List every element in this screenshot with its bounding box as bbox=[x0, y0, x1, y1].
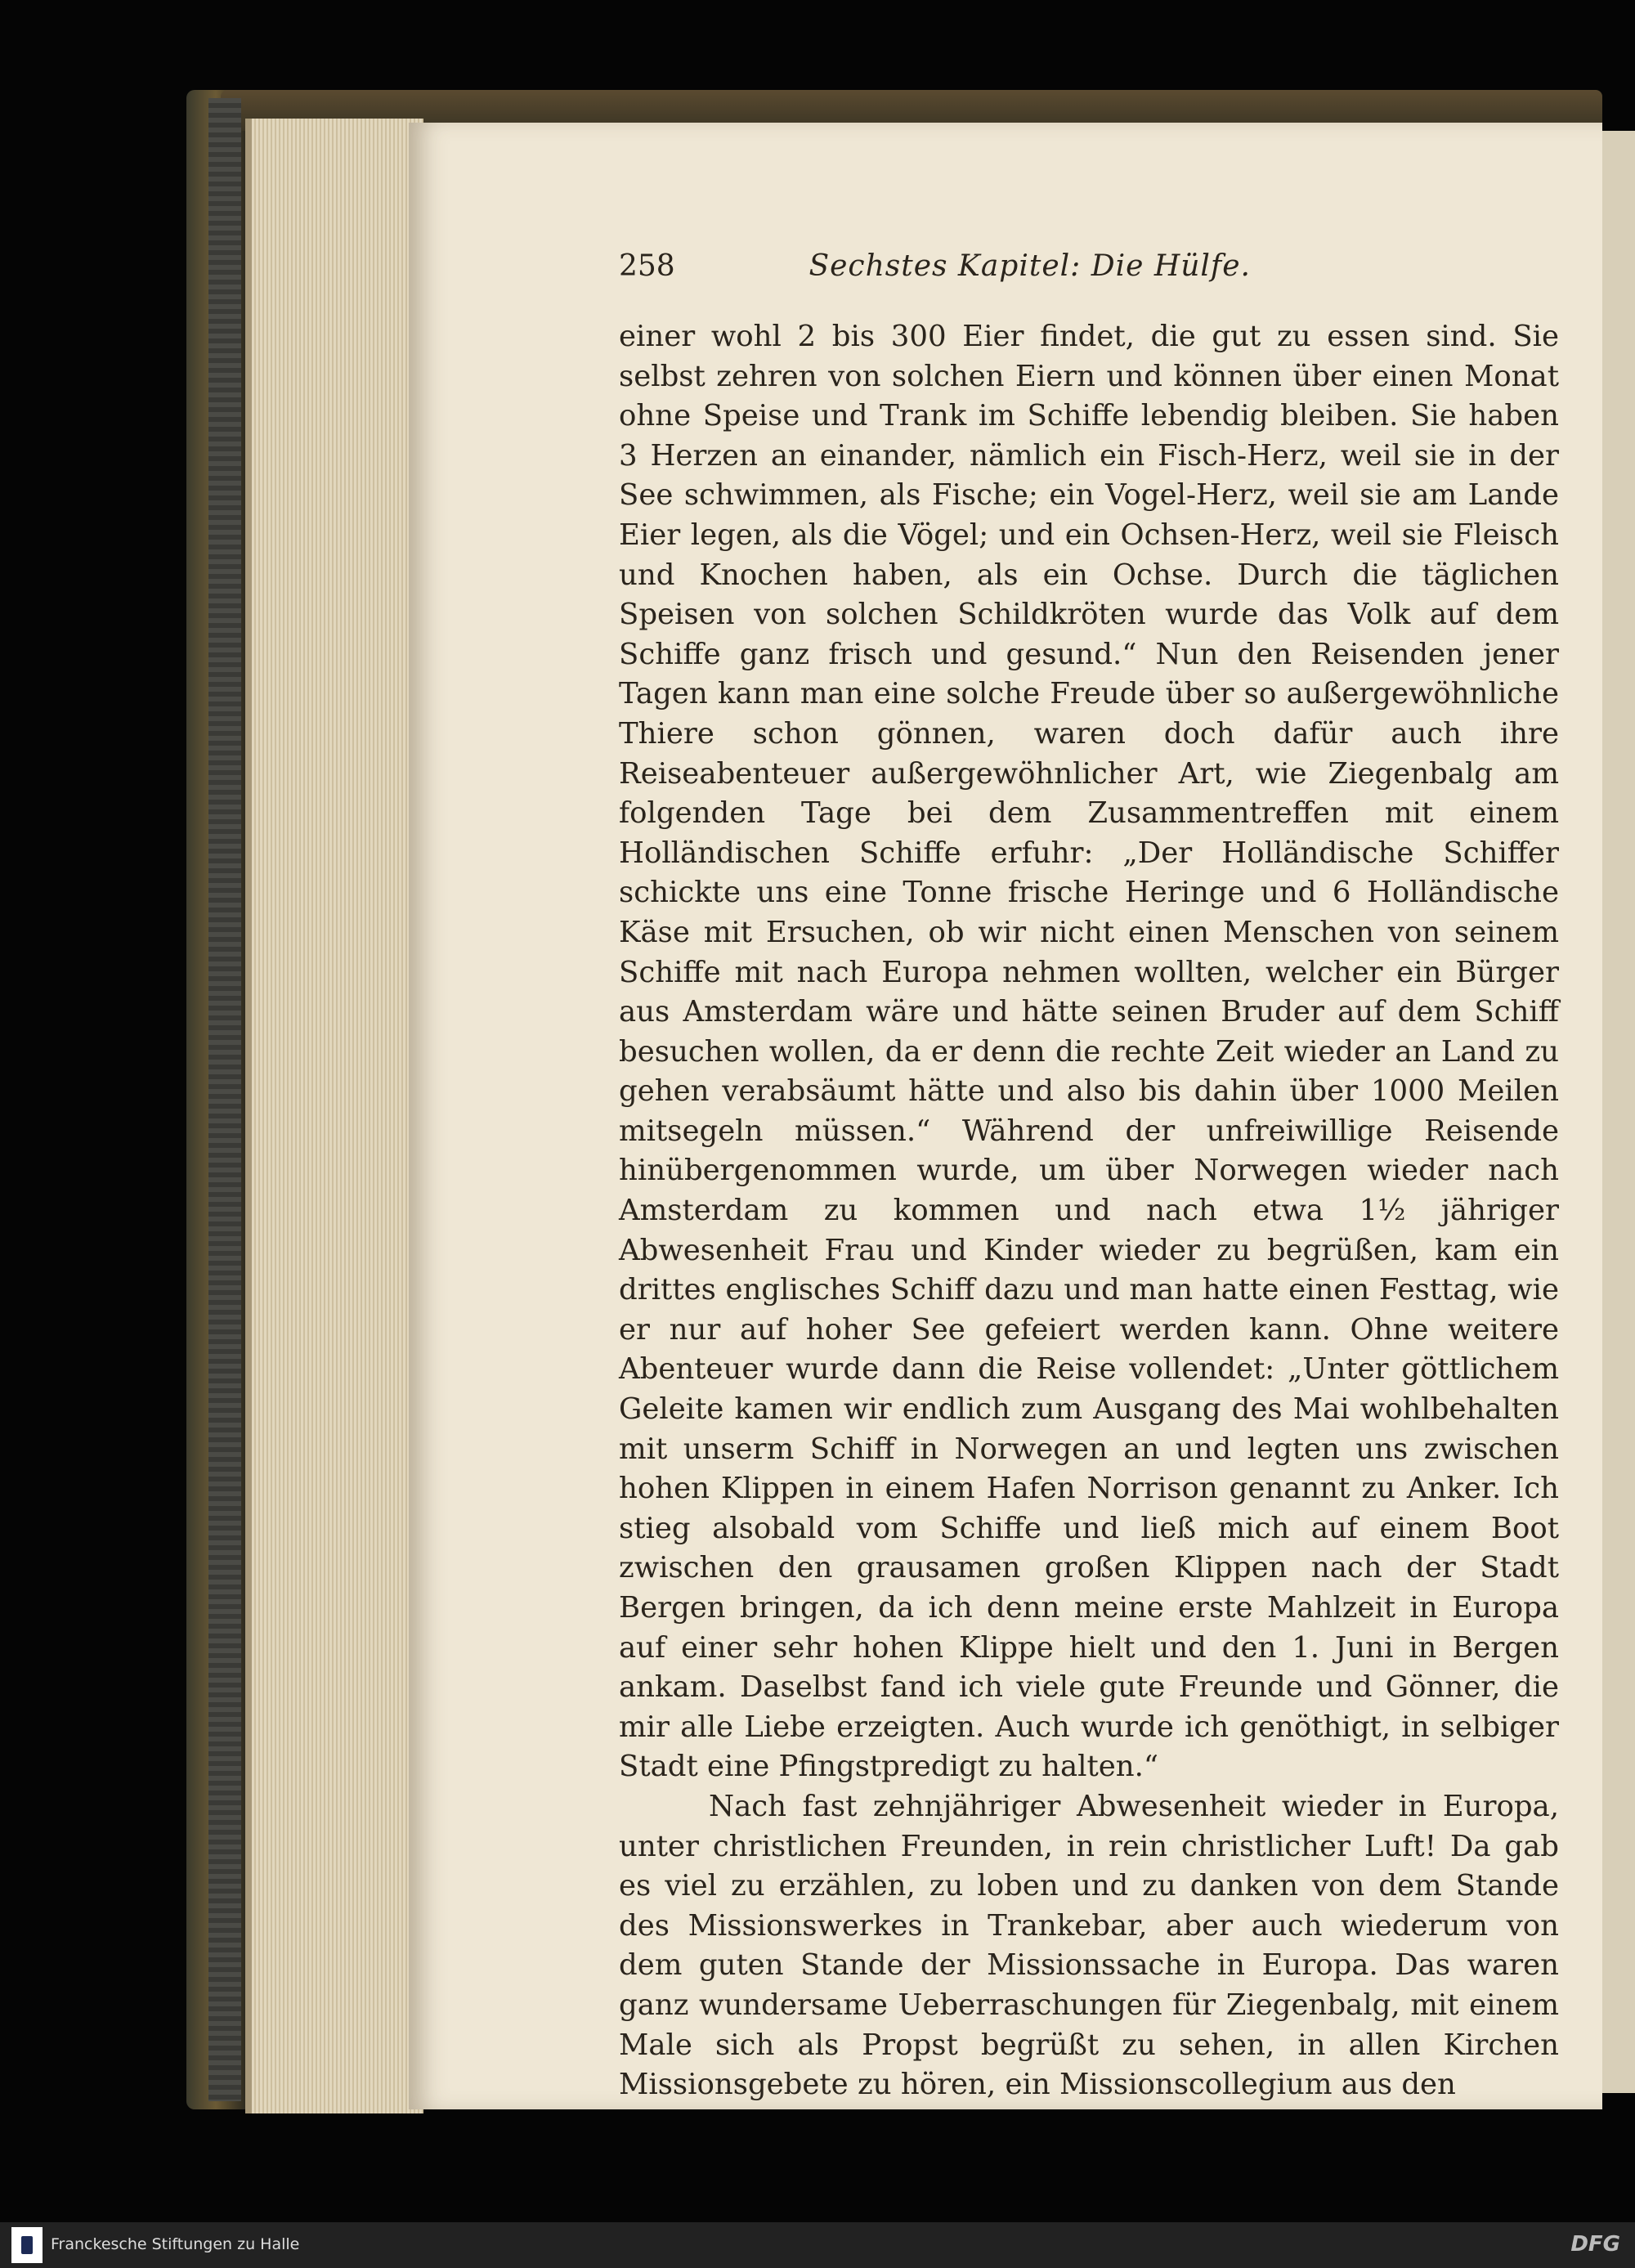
institution-name: Franckesche Stiftungen zu Halle bbox=[51, 2235, 300, 2253]
paragraph: einer wohl 2 bis 300 Eier findet, die gut zu essen sind. Sie selbst zehren von solchen Eiern und können über einen Monat ohne Speise und Trank im Schiffe lebendig bleiben. Sie haben 3 Herzen an einander, nämlich ein Fisch-Herz, weil sie in der See schwimmen, als Fische; ein Vogel-Herz, weil sie am Lande Eier legen, als die Vögel; und ein Ochsen-Herz, weil sie Fleisch und Knochen haben, als ein Ochse. Durch die täglichen Speisen von solchen Schildkröten wurde das Volk auf dem Schiffe ganz frisch und gesund.“ Nun den Reisenden jener Tagen kann man eine solche Freude über so außergewöhnliche Thiere schon gönnen, waren doch dafür auch ihre Reiseabenteuer außergewöhnlicher Art, wie Ziegenbalg am folgenden Tage bei dem Zusammentreffen mit einem Holländischen Schiffe erfuhr: „Der Holländische Schiffer schickte uns eine Tonne frische Heringe und 6 Holländische Käse mit Ersuchen, ob wir nicht einen Menschen von seinem Schiffe mit nach Europa nehmen wollten, welcher ein Bürger aus Amsterdam wäre und hätte seinen Bruder auf dem Schiff besuchen wollen, da er denn die rechte Zeit wieder an Land zu gehen verabsäumt hätte und also bis dahin über 1000 Meilen mitsegeln müssen.“ Während der unfreiwillige Reisende hinübergenommen wurde, um über Norwegen wieder nach Amsterdam zu kommen und nach etwa 1½ jähriger Abwesenheit Frau und Kinder wieder zu begrüßen, kam ein drittes englisches Schiff dazu und man hatte einen Festtag, wie er nur auf hoher See gefeiert werden kann. Ohne weitere Abenteuer wurde dann die Reise vollendet: „Unter göttlichem Geleite kamen wir endlich zum Ausgang des Mai wohlbehalten mit unserm Schiff in Norwegen an und legten uns zwischen hohen Klippen in einem Hafen Norrison genannt zu Anker. Ich stieg alsobald vom Schiffe und ließ mich auf einem Boot zwischen den grausamen großen Klippen nach der Stadt Bergen bringen, da ich denn meine erste Mahlzeit in Europa auf einer sehr hohen Klippe hielt und den 1. Juni in Bergen ankam. Daselbst fand ich viele gute Freunde und Gönner, die mir alle Liebe erzeigten. Auch wurde ich genöthigt, in selbiger Stadt eine Pfingstpredigt zu halten.“ bbox=[619, 320, 1559, 1784]
paragraph: Nach fast zehnjähriger Abwesenheit wieder in Europa, unter christlichen Freunden, in rein christlicher Luft! Da gab es viel zu erzählen, zu loben und zu danken von dem Stande des Missionswerkes in Trankebar, aber auch wiederum von dem guten Stande der Missionssache in Europa. Das waren ganz wundersame Ueberraschungen für Ziegenbalg, mit einem Male sich als Propst begrüßt zu sehen, in allen Kirchen Missionsgebete zu hören, ein Missionscollegium aus den bbox=[619, 1789, 1559, 2102]
dfg-logo: DFG bbox=[1570, 2232, 1620, 2257]
chapter-title: Sechstes Kapitel: Die Hülfe. bbox=[809, 249, 1251, 283]
running-head bbox=[619, 249, 1251, 290]
institution-logo bbox=[11, 2227, 43, 2263]
viewer-footer bbox=[0, 2222, 1635, 2268]
body-text bbox=[619, 317, 1559, 2105]
book-spine bbox=[208, 98, 241, 2101]
page-number: 258 bbox=[619, 249, 675, 283]
page-stack-edges bbox=[245, 119, 423, 2113]
